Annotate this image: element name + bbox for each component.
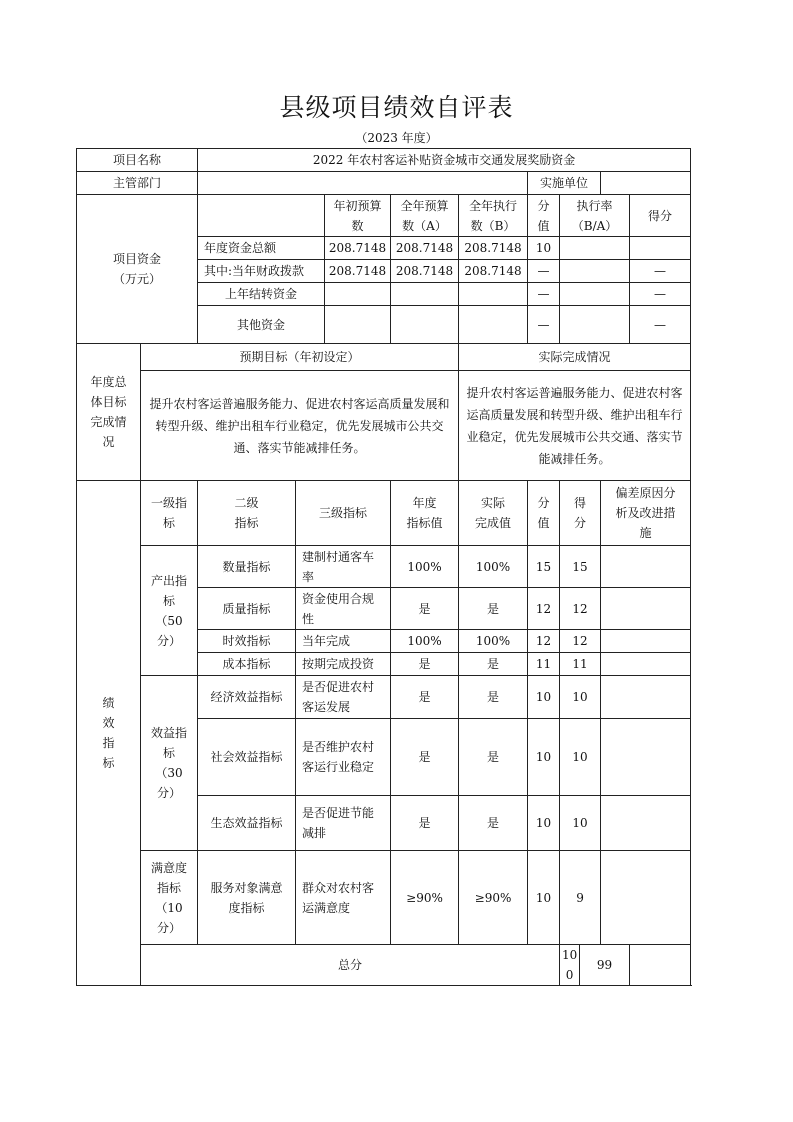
implementer-value <box>601 172 691 195</box>
goals-content-row <box>77 371 691 481</box>
score-cell: 10 <box>560 676 601 719</box>
project-name-value: 2022 年农村客运补贴资金城市交通发展奖励资金 <box>198 149 691 172</box>
department-row <box>77 172 691 195</box>
funds-score-header: 得分 <box>630 195 691 237</box>
level1-header: 一级指 标 <box>141 481 198 546</box>
year-subtitle: （2023 年度） <box>355 131 438 145</box>
weight-cell: 10 <box>528 851 560 945</box>
score-cell: 15 <box>560 546 601 588</box>
reason-cell <box>601 796 691 851</box>
actual-cell: ≥90% <box>459 851 528 945</box>
expected-goal-text: 提升农村客运普遍服务能力、促进农村客运高质量发展和转型升级、维护出租车行业稳定，优先发展城市公共交通、落实节能减排任务。 <box>141 371 459 481</box>
level2-cell: 时效指标 <box>198 630 296 653</box>
level2-cell: 服务对象满意 度指标 <box>198 851 296 945</box>
funds-weight: 10 <box>528 237 560 260</box>
level3-cell: 是否促进农村 客运发展 <box>296 676 391 719</box>
level2-cell: 社会效益指标 <box>198 719 296 796</box>
actual-cell: 100% <box>459 630 528 653</box>
level2-cell: 生态效益指标 <box>198 796 296 851</box>
weight-cell: 10 <box>528 676 560 719</box>
funds-row-label: 其中:当年财政拨款 <box>198 260 325 283</box>
actual-cell: 是 <box>459 719 528 796</box>
funds-weight: — <box>528 260 560 283</box>
actual-header: 实际 完成值 <box>459 481 528 546</box>
funds-initial <box>325 283 391 306</box>
evaluation-table <box>76 148 691 986</box>
actual-result-header: 实际完成情况 <box>459 344 691 371</box>
expected-goal-header: 预期目标（年初设定） <box>141 344 459 371</box>
level3-header: 三级指标 <box>296 481 391 546</box>
actual-cell: 100% <box>459 546 528 588</box>
total-row <box>77 945 691 986</box>
target-cell: 100% <box>391 630 459 653</box>
weight-cell: 11 <box>528 653 560 676</box>
funds-annual: 208.7148 <box>391 237 459 260</box>
weight-cell: 10 <box>528 796 560 851</box>
actual-cell: 是 <box>459 653 528 676</box>
score-cell: 9 <box>560 851 601 945</box>
initial-budget-header: 年初预算 数 <box>325 195 391 237</box>
actual-cell: 是 <box>459 676 528 719</box>
total-weight: 10 0 <box>560 945 580 986</box>
target-cell: 是 <box>391 653 459 676</box>
funds-label: 项目资金 （万元） <box>77 195 198 344</box>
weight-cell: 10 <box>528 719 560 796</box>
output-group-label: 产出指 标 （50 分） <box>141 546 198 676</box>
level2-cell: 数量指标 <box>198 546 296 588</box>
level2-cell: 经济效益指标 <box>198 676 296 719</box>
funds-initial: 208.7148 <box>325 237 391 260</box>
target-cell: 是 <box>391 796 459 851</box>
reason-cell <box>601 653 691 676</box>
target-cell: 是 <box>391 588 459 630</box>
indicators-header-row <box>77 481 691 546</box>
funds-rate <box>560 306 630 344</box>
implementer-label: 实施单位 <box>528 172 601 195</box>
annual-budget-header: 全年预算 数（A） <box>391 195 459 237</box>
funds-rate <box>560 237 630 260</box>
reason-cell <box>601 630 691 653</box>
exec-rate-header: 执行率 （B/A） <box>560 195 630 237</box>
goals-header-row <box>77 344 691 371</box>
funds-header-row <box>77 195 691 237</box>
funds-exec: 208.7148 <box>459 237 528 260</box>
funds-weight: — <box>528 306 560 344</box>
score-cell: 10 <box>560 796 601 851</box>
total-score: 99 <box>580 945 630 986</box>
funds-rate <box>560 283 630 306</box>
indicator-row <box>77 546 691 588</box>
reason-cell <box>601 588 691 630</box>
level3-cell: 是否促进节能 减排 <box>296 796 391 851</box>
score-cell: 12 <box>560 588 601 630</box>
level3-cell: 当年完成 <box>296 630 391 653</box>
funds-annual <box>391 306 459 344</box>
weight-cell: 15 <box>528 546 560 588</box>
actual-result-text: 提升农村客运普遍服务能力、促进农村客运高质量发展和转型升级、维护出租车行业稳定，优先发展城市公共交通、落实节能减排任务。 <box>459 371 691 481</box>
indicators-label: 绩 效 指 标 <box>77 481 141 986</box>
funds-exec <box>459 283 528 306</box>
level2-cell: 质量指标 <box>198 588 296 630</box>
funds-score <box>630 237 691 260</box>
score-cell: 11 <box>560 653 601 676</box>
funds-initial <box>325 306 391 344</box>
funds-exec <box>459 306 528 344</box>
reason-cell <box>601 676 691 719</box>
annual-exec-header: 全年执行 数（B） <box>459 195 528 237</box>
target-cell: 是 <box>391 719 459 796</box>
funds-score: — <box>630 306 691 344</box>
funds-row-label: 年度资金总额 <box>198 237 325 260</box>
level3-cell: 群众对农村客 运满意度 <box>296 851 391 945</box>
goals-label: 年度总 体目标 完成情 况 <box>77 344 141 481</box>
level3-cell: 是否维护农村 客运行业稳定 <box>296 719 391 796</box>
benefit-group-label: 效益指 标 （30 分） <box>141 676 198 851</box>
satisfaction-group-label: 满意度 指标 （10 分） <box>141 851 198 945</box>
reason-header: 偏差原因分 析及改进措 施 <box>601 481 691 546</box>
funds-score: — <box>630 260 691 283</box>
weight-header: 分 值 <box>528 481 560 546</box>
funds-annual: 208.7148 <box>391 260 459 283</box>
target-cell: 100% <box>391 546 459 588</box>
funds-annual <box>391 283 459 306</box>
target-cell: ≥90% <box>391 851 459 945</box>
score-weight-header: 分 值 <box>528 195 560 237</box>
reason-cell <box>601 719 691 796</box>
indicator-row <box>77 851 691 945</box>
score-cell: 12 <box>560 630 601 653</box>
actual-cell: 是 <box>459 588 528 630</box>
indicator-row <box>77 676 691 719</box>
funds-row-label: 其他资金 <box>198 306 325 344</box>
funds-row-label: 上年结转资金 <box>198 283 325 306</box>
target-cell: 是 <box>391 676 459 719</box>
level3-cell: 建制村通客车 率 <box>296 546 391 588</box>
project-name-row <box>77 149 691 172</box>
funds-score: — <box>630 283 691 306</box>
score-header: 得 分 <box>560 481 601 546</box>
level2-cell: 成本指标 <box>198 653 296 676</box>
project-name-label: 项目名称 <box>77 149 198 172</box>
target-header: 年度 指标值 <box>391 481 459 546</box>
funds-rate <box>560 260 630 283</box>
level2-header: 二级 指标 <box>198 481 296 546</box>
funds-exec: 208.7148 <box>459 260 528 283</box>
reason-cell <box>601 851 691 945</box>
level3-cell: 资金使用合规 性 <box>296 588 391 630</box>
funds-weight: — <box>528 283 560 306</box>
reason-cell <box>601 546 691 588</box>
score-cell: 10 <box>560 719 601 796</box>
weight-cell: 12 <box>528 588 560 630</box>
actual-cell: 是 <box>459 796 528 851</box>
department-value <box>198 172 528 195</box>
total-reason <box>630 945 691 986</box>
page-title: 县级项目绩效自评表 <box>279 93 514 122</box>
total-label: 总分 <box>141 945 560 986</box>
level3-cell: 按期完成投资 <box>296 653 391 676</box>
funds-initial: 208.7148 <box>325 260 391 283</box>
funds-header-blank <box>198 195 325 237</box>
weight-cell: 12 <box>528 630 560 653</box>
department-label: 主管部门 <box>77 172 198 195</box>
